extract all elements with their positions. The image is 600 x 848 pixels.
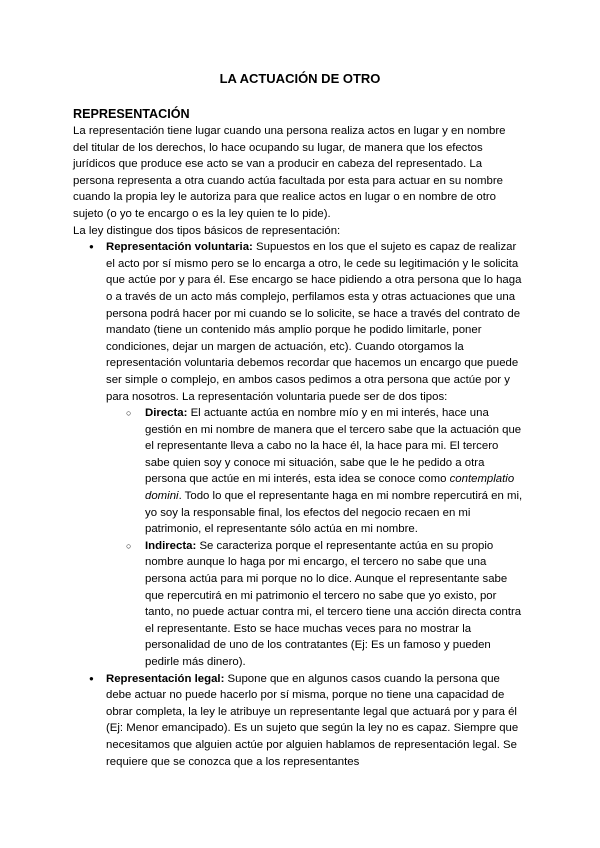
text-legal: Supone que en algunos casos cuando la persona que debe actuar no puede hacerlo por sí misma, porque no tiene una capacidad de obrar completa, la ley le atribuye un representante legal que actuará por y para él (Ej: Menor emancipado). Es un sujeto que según la ley no es capaz. Siempre que necesitamos que alguien actúe por alguien hablamos de representación legal. Se requiere que se conozca que a los representantes <box>106 672 519 768</box>
section-heading: REPRESENTACIÓN <box>73 107 190 121</box>
list-item-direct <box>106 405 523 538</box>
document-body <box>73 106 523 770</box>
list-item-legal <box>73 671 523 771</box>
term-indirect: Indirecta: <box>145 539 197 552</box>
term-direct: Directa: <box>145 407 188 420</box>
text-indirect: Se caracteriza porque el representante actúa en su propio nombre aunque lo haga por mi encargo, el tercero no sabe que una persona actúa para mi porque no lo dice. Aunque el representante sabe que repercutirá en mi patrimonio el tercero no sabe que yo existo, por tanto, no puede actuar contra mi, el tercero tiene una acción directa contra el representante. Esto se hace muchas veces para no mostrar la personalidad de uno de los contratantes (Ej: Es un famoso y pueden pedirle más dinero). <box>145 539 522 668</box>
text-voluntary: Supuestos en los que el sujeto es capaz de realizar el acto por sí mismo pero se lo encarga a otro, le cede su legitimación y le solicita que actúe por y para él. Ese encargo se hace pidiendo a otra persona que lo haga o a través de un acto más complejo, perfilamos esta y otras actuaciones que una persona podrá hacer por mi cuando se lo solicite, se hace a través del contrato de mandato (tiene un contenido más amplio porque he podido limitarle, poner condiciones, dejar un margen de actuación, etc). Cuando otorgamos la representación voluntaria debemos recordar que hacemos un encargo que puede ser simple o complejo, en ambos casos pedimos a otra persona que actúe por y para nosotros. La representación voluntaria puede ser de dos tipos: <box>106 241 522 403</box>
paragraph-definition: La representación tiene lugar cuando una persona realiza actos en lugar y en nombre del titular de los derechos, lo hace ocupando su lugar, de manera que los efectos jurídicos que produce ese acto se van a producir en cabeza del representado. La persona representa a otra cuando actúa facultada por esta para actuar en su nombre cuando la propia ley le autoriza para que realice actos en lugar o en nombre de otro sujeto (o yo te encargo o es la ley quien te lo pide). <box>73 125 506 220</box>
italic-contemplatio: contemplatio domini <box>145 473 515 503</box>
representation-types-list <box>73 239 523 770</box>
term-legal: Representación legal: <box>106 672 225 685</box>
term-voluntary: Representación voluntaria: <box>106 241 253 254</box>
text-direct-end: . Todo lo que el representante haga en mi nombre repercutirá en mi, yo soy la responsable final, los efectos del negocio recaen en mi patrimonio, el representante sólo actúa en mi nombre. <box>145 490 523 536</box>
list-item-indirect <box>106 538 523 671</box>
document-title: LA ACTUACIÓN DE OTRO <box>219 71 381 86</box>
paragraph-types-intro: La ley distingue dos tipos básicos de representación: <box>73 224 341 237</box>
text-direct: El actuante actúa en nombre mío y en mi interés, hace una gestión en mi nombre de manera que el tercero sabe que la actuación que el representante lleva a cabo no la hace él, la hace para mi. El tercero sabe quien soy y conoce mi situación, sabe que le he pedido a otra persona que actúe en mi interés, esta idea se conoce como <box>145 407 522 486</box>
voluntary-subtypes-list <box>106 405 523 671</box>
list-item-voluntary <box>73 239 523 670</box>
